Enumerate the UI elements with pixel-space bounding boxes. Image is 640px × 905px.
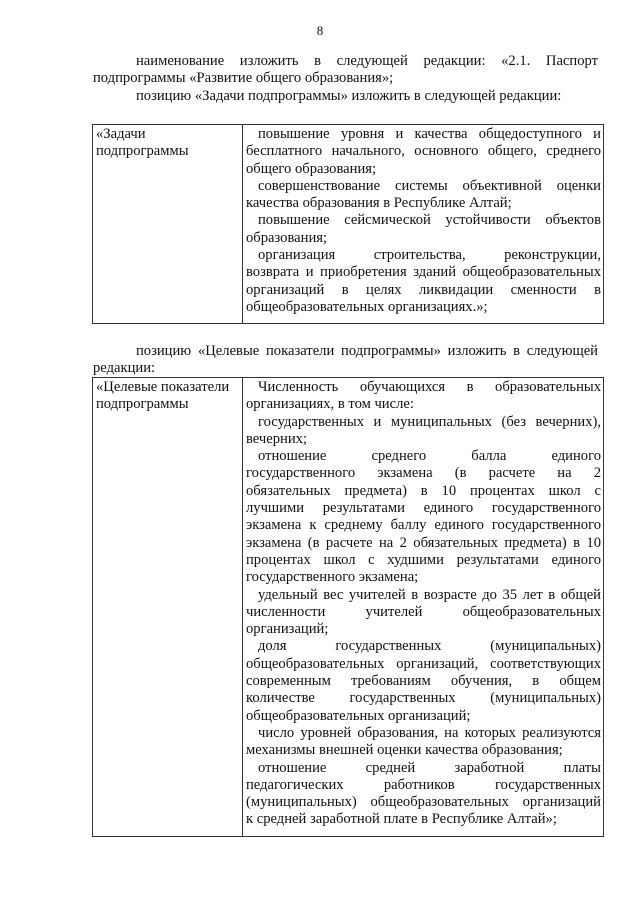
content-line: отношение средней заработной платы — [258, 759, 601, 776]
content-line: отношение среднего балла единого — [258, 448, 601, 465]
content-line: Численность обучающихся в образовательных — [258, 379, 601, 395]
intro-line-1: наименование изложить в следующей редакции: «2.1. Паспорт — [136, 53, 598, 69]
content-line: общеобразовательных организаций; — [246, 707, 471, 724]
content-line: возврата и приобретения зданий общеобразовательных — [246, 264, 601, 281]
tasks-table-label — [93, 125, 243, 323]
middle-line-1: позицию «Целевые показатели подпрограммы» изложить в следующей — [136, 343, 598, 359]
content-line: общего образования; — [246, 160, 377, 177]
indicators-table — [92, 377, 604, 837]
content-line: число уровней образования, на которых реализуются — [258, 724, 601, 741]
middle-paragraph — [93, 343, 598, 378]
content-line: экзамена (в расчете на 2 обязательных предмета) в 10 — [246, 534, 601, 551]
content-line: лучшими результатами единого государственного — [246, 500, 601, 517]
content-line: организаций; — [246, 621, 329, 638]
content-line: государственного экзамена; — [246, 569, 419, 586]
content-line: количестве государственных (муниципальных) — [246, 690, 601, 707]
intro-line-3: позицию «Задачи подпрограммы» изложить в следующей редакции: — [136, 87, 562, 104]
content-line: экзамена к среднему баллу единого государственного — [246, 517, 601, 534]
content-line: вечерних; — [246, 430, 308, 447]
middle-line-2: редакции: — [93, 360, 156, 377]
content-line: качества образования в Республике Алтай; — [246, 195, 512, 212]
tasks-table — [92, 124, 604, 324]
content-line: численности учителей общеобразовательных — [246, 603, 601, 620]
intro-paragraph — [93, 53, 598, 105]
content-line: педагогических работников государственных — [246, 776, 601, 793]
content-line: бесплатного начального, основного общего, среднего — [246, 143, 601, 160]
content-line: организаций в целях ликвидации сменности в — [246, 281, 601, 298]
content-line: организациях, в том числе: — [246, 396, 414, 413]
label-line: «Целевые показатели — [96, 379, 230, 395]
content-line: доля государственных (муниципальных) — [258, 638, 601, 655]
content-line: общеобразовательных организациях.»; — [246, 298, 488, 315]
content-line: государственных и муниципальных (без вечерних), — [258, 413, 601, 430]
content-line: удельный вес учителей в возрасте до 35 лет в общей — [258, 586, 601, 603]
label-line: подпрограммы — [96, 396, 189, 413]
content-line: общеобразовательных организаций, соответствующих — [246, 655, 601, 672]
content-line: образования; — [246, 229, 328, 246]
page-number: 8 — [316, 23, 324, 38]
content-line: к средней заработной плате в Республике Алтай»; — [246, 811, 557, 828]
content-line: современным требованиям обучения, в общем — [246, 673, 601, 690]
label-line: «Задачи — [96, 126, 146, 142]
content-line: механизмы внешней оценки качества образования; — [246, 742, 563, 759]
tasks-table-content — [243, 125, 603, 318]
content-line: процентах школ с худшими результатами единого — [246, 551, 601, 568]
content-line: обязательных предмета) в 10 процентах школ с — [246, 482, 601, 499]
indicators-table-content — [243, 378, 603, 831]
content-line: организация строительства, реконструкции, — [258, 247, 601, 264]
content-line: повышение уровня и качества общедоступного и — [258, 126, 601, 142]
content-line: государственного экзамена (в расчете на 2 — [246, 465, 601, 482]
label-line: подпрограммы — [96, 143, 189, 160]
intro-line-2: подпрограммы «Развитие общего образования»; — [93, 70, 394, 87]
content-line: (муниципальных) общеобразовательных организаций — [246, 794, 601, 811]
content-line: повышение сейсмической устойчивости объектов — [258, 212, 601, 229]
indicators-table-label — [93, 378, 243, 836]
content-line: совершенствование системы объективной оценки — [258, 177, 601, 194]
